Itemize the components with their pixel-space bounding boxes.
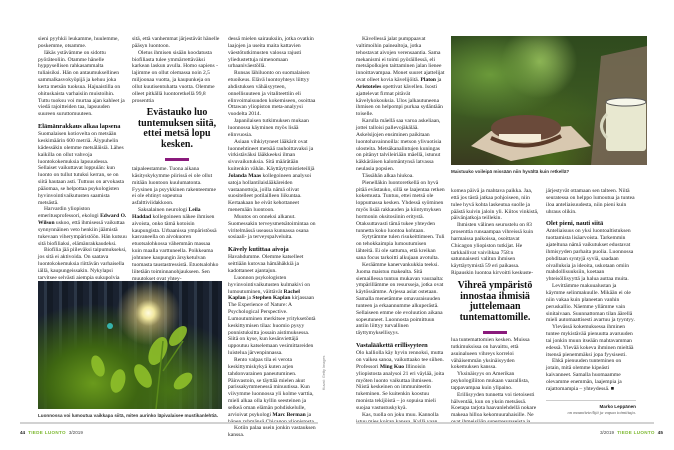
right-column-2-top	[451, 188, 540, 277]
text-run: Oletus ihmisen sisään koodatusta biofiliasta tulee ymmärrettäväksi karkean laskun avulla. Homo sapiens -lajimme on ollut olemassa noin 2,5 miljoonaa vuotta, ja kaupunkeja on ollut kuutisentuhatta vuotta. Olemme olleet pitkällä luontoretkellä 99,8 prosenttia	[132, 49, 218, 104]
text-run: Ylevässä kokemuksessa ihminen tuntee mykistävää pienuutta avaruuden tai jonkin muun itseään mahtavamman edessä. Ylevää kokeva ihminen mieltää itsensä pienemmäksi jopa fyysisesti.	[546, 324, 634, 358]
text-run: Tässähän alkaa hiukoa.	[362, 172, 414, 179]
text-run: Keräämme kanervankukkia teeksi. Juoma maistuu makealta. Sitä siemaillessa tuntuu mukavan vauraalta: ympärillämme on resursseja, jotka ovat käytössämme. Arjessa asiat ostetaan. Samalla menetämme omavaraisuuden tunteen ja erkaannumme alkuperästä. Sellaiseen emme ole evoluution aikana sopeutuneet. Luonnosta poimittuun antiin liittyy turvallinen täyttymyksellisyys.	[356, 261, 444, 337]
text-run: Ihmisten välinen seurustelu on 83 prosenttia runsaampaa vihreissä kuin harmaissa paikoissa, osoittavat Chicagon yliopiston tutkijat. He tarkkailivat vaivihkaa 758:n satunnaisesti valitun ihmisen käyttäytymistä 59 eri paikassa. Ripauskin luontoa kirvoitti keskuste-	[451, 222, 534, 277]
text-run: Ehkä pienuuden tunteminen on jotain, mitä olemme kipeästi kaivanneet. Samalla huomaamme olevamme enemmän, laajempia ja rajattomampia – yhteydessä. ■	[546, 358, 622, 392]
person-name: Edward O. Wilson	[38, 213, 127, 227]
text-run: Saksalainen neurologi	[138, 207, 189, 214]
person-name: Aristoteles	[356, 83, 382, 90]
paragraph	[228, 425, 317, 439]
subheading: Kävely kutittaa aivoja	[228, 246, 289, 254]
paragraph	[228, 139, 317, 214]
accent-bar	[165, 158, 189, 161]
paragraph	[356, 234, 445, 261]
text-run: Levittämme makuualustan ja käymme selinmakuulle. Mikään ei ole niin vakaa kuin planeetan vanhin peruskallio. Näemme yllämme vain sinitaivaan. Suunnattoman tilan äärellä mieli automaattisesti avartuu ja tyyntyy.	[546, 283, 635, 324]
text-run: kollegoineen näkee ihmisen aivoista, onko tämä kotoisin kaupungista. Urbaanissa ympäristössä kasvaneella on aivokuoren etuotsalohkossa vähemmän massaa kuin maalla varttuneella. Poikkeama johtunee kaupungin ärsyketulvan tuomasta taustastressistä. Etuotsalohko liitetään toiminnanohjaukseen. Sen muutokset ovat yhtey-	[132, 213, 219, 282]
paragraph	[132, 36, 221, 50]
left-column-1	[38, 36, 127, 281]
photo-illustration	[451, 36, 647, 165]
paragraph	[356, 173, 445, 180]
paragraph	[228, 36, 317, 70]
subheading: Elämänrakkaus alkaa lapsena	[38, 123, 121, 131]
text-run: Harvardin yliopiston emeritusprofessori, ekologi	[38, 206, 101, 220]
paragraph	[546, 188, 635, 215]
text-run: Rento valpas tila ei verota keskittymiskykyä kuten arjen tahdonvarainen paneutuminen. Päinvastoin, se täyttää mielen akut parissakymmenessä minuutissa. Kun viivymme luonnossa yli kolme varttia, mieli alkaa olla kyllin seesteinen ja selkeä oman elämän pohdiskelulle, arvioivat psykologi	[228, 356, 314, 418]
person-name: Leila Haddad	[132, 207, 201, 220]
right-column-3	[546, 188, 635, 396]
author-byline	[546, 400, 636, 416]
left-column-2-bottom	[132, 166, 221, 282]
author-description: on maantieteilijä ja vapaa toimittaja.	[567, 410, 636, 415]
pull-quote-text: Vihreä ympäristö innostaa ihmisiä juttelemaan tuntemattomille.	[457, 280, 533, 323]
left-column-2-top	[132, 36, 221, 104]
paragraph	[451, 222, 540, 277]
paragraph	[546, 228, 635, 283]
text-run: Muutos on onneksi alkanut. Suomessakin terveysmetsätoimintaa on viritelmässä useassa kunnassa osana sosiaali- ja terveyspalveluita.	[228, 213, 316, 241]
right-column-1	[356, 36, 445, 420]
text-run: Karulla mäellä saa varoa askeliaan, jottei talloisi pallevojäkälää. Askelsijojen ensiminen paikitaan luontohavainnoilla: metson ylivuotisia ulosteita. Metsäkanalintujen kuningas on pitänyt talvileiriään mäellä, istunut käkkäräisen kalomäntynsä latvassa neulasia popsien.	[356, 118, 442, 173]
person-name: Jolanda Maas	[228, 172, 262, 179]
paragraph	[546, 358, 635, 392]
paragraph	[132, 207, 221, 282]
paragraph	[38, 50, 127, 118]
subheading: Olet pieni, nauti siitä	[546, 220, 604, 228]
text-run: Biofilia jää piileväksi taipumukseksi, jos sitä ei aktivoida. On saatava luontokokemuksia riittävän varhaisella iällä, kaupungeissakin. Nykylapsi tarvitsee selvästi aiempia sukupolvia	[38, 247, 127, 281]
issue-number: 3/2019	[68, 430, 83, 435]
photo-credit: Kuvat: Getty Images	[322, 355, 326, 390]
person-name: Platon	[420, 77, 436, 84]
paragraph	[38, 36, 127, 50]
text-run: komea päivä ja mahtava paikka. Jaa, että jos tästä jatkaa pohjoiseen, niin tulee hyvä kohta laskeutua suolle ja päästä kuivin jaloin yli. Kiitos vinkistä, päivänjatkoja teillekin.	[451, 188, 539, 222]
text-run: Pienelläkin luontoretkellä on hyvä pitää evästauko, sillä se laajentaa retken kokemusta. Tuntuu, ettei metsä ole loppumassa kesken. Yhdessä syöminen myös lisää rakkauden ja kiintymyksen hormonin oksitosiinin eritystä. Otaksuttavasti tämä tukee yhteyden tunnetta koko luontoa kohtaan.	[356, 179, 445, 234]
text-run: Kävellessä jalat pumppaavat valtimoihin painealtoja, jotka tehostavat aivojen verensaantia. Sama mekanismi ei toimi pyöräillessä, eli metsäpolkujen taittaminen jalan lienee innoittavampaa. Monet suuret ajattelijat ovat olleet kovia kävelijöitä.	[356, 36, 445, 84]
subheading: Vastalääkettä erillisyyteen	[356, 342, 428, 350]
text-run: Luonnon psykologisten hyvinvointivaikutusten kulmakivi on lumoutuminen, väittävät	[228, 274, 310, 295]
paragraph	[451, 392, 540, 426]
paragraph	[546, 283, 635, 324]
paragraph	[132, 166, 221, 207]
right-photo-caption: Maistuuko voileipä missään niin hyvältä kuin retkellä?	[451, 169, 570, 174]
paragraph	[451, 371, 540, 392]
author-name: Marko Leppänen	[599, 404, 636, 409]
paragraph	[228, 70, 317, 118]
right-column-2-bottom	[451, 337, 540, 420]
paragraph	[356, 350, 445, 412]
leaves-illustration	[38, 281, 222, 409]
text-run: Illinoisin yliopistosta analysoi 21 eri väylää, joita myöten luonto vaikuttaa ihmiseen. Niistä keskeinen on immuniteetin tukeminen. Se kuitenkin koostuu monista tekijöistä – jo sopuisa mieli suojaa vastustuskykyä.	[356, 363, 445, 411]
text-run: Yksinäisyys on Amerikan psykologiliiton mukaan vaarallista, tappavampaa kuin ylipaino.	[451, 371, 530, 391]
text-run: ja	[245, 295, 253, 302]
page-number: 44	[20, 430, 26, 435]
accent-bar	[483, 331, 507, 334]
text-run: Iäkäs ystävämme on sidottu pyöräteoliin. Otamme hänelle hyppysellisen rahkasammalta tuliaisiksi. Hän on antaumuksellinen sammalkasvokyöpijä ja kehuu joka kerta metsän tuoksua. Hajuaistilla on ohituskaista varhaisiin muistoihin. Tuttu tuoksu voi murtaa ajan kahleet ja viedä rajoitteiden taa, lapsuuden suureen suruttomuuteen.	[38, 49, 125, 118]
right-footer	[600, 430, 663, 435]
issue-number: 3/2019	[600, 430, 615, 435]
text-run: kirjassaan The Experience of Nature: A Psychological Perspective. Lumoutuminen merkitsee yrityksetöntä keskittymisen tilaa: huomio pysyy ponnistuksitta jossain aistimuksessa. Siitä on kyse, kun kesänviettäjä uppoutuu katselemaan vesimittareiden luistelua järvenpinnassa.	[228, 295, 316, 357]
magazine-name: TIEDE LUONTO	[617, 430, 655, 435]
text-run: uskoo, että ihmisessä vaikuttaa synnynnäinen veto henkiin jäämistä tukevaan viherympäristöön. Hän kutsuu sitä biofiliaksi, elämänrakkaudeksi.	[38, 220, 127, 247]
left-photo-caption: Luonnossa voi lumoutua vaikkapa siitä, miten aurinko läpivalaisee mustikanlehtiä.	[38, 413, 218, 418]
text-run: Asiaan vihkiytyneet lääkärit ovat luonnehtineet metsää rauhoittavaksi ja virkistäväksi lääkkeeksi ilman sivuvaikutuksia. Sitä määrätään kuitenkin vähän. Käyttäytymistieteilijä	[228, 138, 315, 173]
paragraph	[546, 324, 635, 358]
paragraph	[228, 118, 317, 139]
text-run: Sytytämme tulen risukeittimeen. Tuli on tehokkaimpia lumoutumisen lähteitä. Ei ole sattuma, että kreikan sana focus tarkoitti alkujaan avotulta.	[356, 234, 445, 261]
text-run: Runsas lähiluonto on suomalaisen etuoikeus. Elävä luontoyhteys liittyy ahdistuksen vähäisyyteen, onnellisuuteen ja vitaliteettiin eli elinvoimaisuuden kokemiseen, osoittaa Ottawan yliopiston meta-analyysi vuodelta 2014.	[228, 70, 316, 118]
pull-quote	[449, 281, 541, 334]
left-column-3	[228, 36, 317, 439]
paragraph	[228, 357, 317, 425]
text-run: sitä, että vanhemmat järjestävät hänelle pääsyn luontoon.	[132, 36, 220, 49]
paragraph	[451, 188, 540, 222]
text-run: sieni pyyhkii leukamme, huulemme, poskemme, otsamme.	[38, 36, 119, 49]
text-run: Japanilaisen tutkimuksen mukaan luonnossa käyminen myös lisää elinvuosia.	[228, 118, 309, 138]
page-number: 45	[657, 430, 663, 435]
person-name: Rachel Kaplan	[228, 288, 300, 302]
person-name: Stephen Kaplan	[252, 295, 291, 302]
text-run: Kas, tuolla on joku muu. Kannolla	[362, 411, 439, 418]
text-run: ja	[307, 411, 312, 418]
pull-quote	[131, 108, 223, 161]
text-run: Suomalaisen kotiovelta on metsään keskimäärin 600 metriä. Älypuhelin kädessäkin olemme metsäläisiä. Lähes kaikilla on ollut vahvoja luontokokemuksia lapsuudessa. Sellaiset vaikuttavat loppuiän: kun luonto on tullut tutuksi kerran, se on siitä hautaan asti. Tuttuus on arvokasta pääomaa, se helpottaa psykologisten hyvinvointivaikutusten saamista metsästä.	[38, 131, 124, 206]
paragraph	[356, 262, 445, 337]
left-divider	[20, 422, 318, 424]
text-run: kollegoineen analysoi satoja hollantilaislääkäreiden vastaanottoja, joilla nämä olivat suositelleet potilailleen liikuntaa. Kertaakaan he eivät kehottaneet menemään luontoon.	[228, 172, 312, 214]
text-run: Erillisyyden tunnetta voi tietoisesti hälventää, kun on yksin metsässä. Koetapa tarjota haavanlehdellä nokare makeaa hilloa kekomuurahaisille. Ne	[451, 391, 537, 419]
left-footer	[20, 430, 83, 435]
paragraph	[38, 206, 127, 247]
text-run: Kotiin palaa usein jonkin vastauksen kanssa.	[228, 425, 316, 439]
text-run: dessä mielen sairauksiin, jotka ovatkin laajojen ja useita maita kattavien väestötutkimusten valossa rajusti yliedustettuja nimenomaan urbaaniväestöllä.	[228, 36, 314, 70]
person-name: Ming Kuo	[379, 363, 405, 370]
paragraph	[228, 275, 317, 357]
text-run: Anteliaisuus on yksi luontoaltistuksen tuottamista lisäarvoista. Tarkemmin ajateltuna nämä vaikutukset edustavat ihmisyyden parhaita puolia. Luonnossa pohditaan syntyjä syviä, saadaan oivalluksia ja ideoita, uskotaan omiin mahdollisuuksiin, koetaan yhteisöllisyyttä ja halua auttaa muita.	[546, 228, 634, 283]
paragraph	[356, 180, 445, 235]
text-run: järjestyvät ottamaan sen talteen. Niitä seuratessa on helppo lumoutua ja tuntea iloa anteliaisuudesta, niin pieni kuin uhraus olikin.	[546, 188, 635, 215]
sandwich-and-mug-photo	[451, 36, 647, 165]
paragraph	[228, 254, 317, 275]
magazine-name: TIEDE LUONTO	[28, 430, 66, 435]
text-run: Olo kalliolla käy hyvin rennoksi, mutta on vaikea sanoa, vaikuttaako tee siihen. Professori	[356, 350, 444, 370]
paragraph	[38, 131, 127, 206]
paragraph	[451, 337, 540, 371]
blueberry-leaves-photo	[38, 281, 222, 409]
pull-quote-text: Evästauko luo tuntemuksen siitä, ettei metsä lopu kesken.	[137, 107, 217, 150]
text-run: Havahdumme. Olemme katselleet seittiään kutovaa hämähäkkiä ja kadottaneet ajantajun.	[228, 254, 304, 274]
person-name: Marc Berman	[272, 411, 306, 418]
text-run: ja	[435, 77, 442, 84]
right-divider	[356, 422, 654, 424]
paragraph	[132, 50, 221, 105]
text-run: opettivat kävellen. Isosti ajattelevat firmat pitävät kävelykokouksia. Ulos jalkautuneena ihmisen on helpompi purkaa sydäntään toiselle.	[356, 83, 443, 118]
paragraph	[356, 118, 445, 173]
text-run: taipaleestamme. Tuona aikana käsityskykymme piirissä ei ole ollut mitään luontoon kuulumatonta. Fyysinen ja psyykkinen rakenteemme ei ole ehtinyt sopeutua asfalttiviidakkoon.	[132, 166, 216, 207]
paragraph	[228, 214, 317, 241]
paragraph	[356, 36, 445, 118]
text-run: lua tuntemattomien kesken. Muissa tutkimuksissa on havaittu, että asuinalueen vihreys korreloi vähäisemmän yksinäisyyden kokemuksen kanssa.	[451, 337, 530, 371]
